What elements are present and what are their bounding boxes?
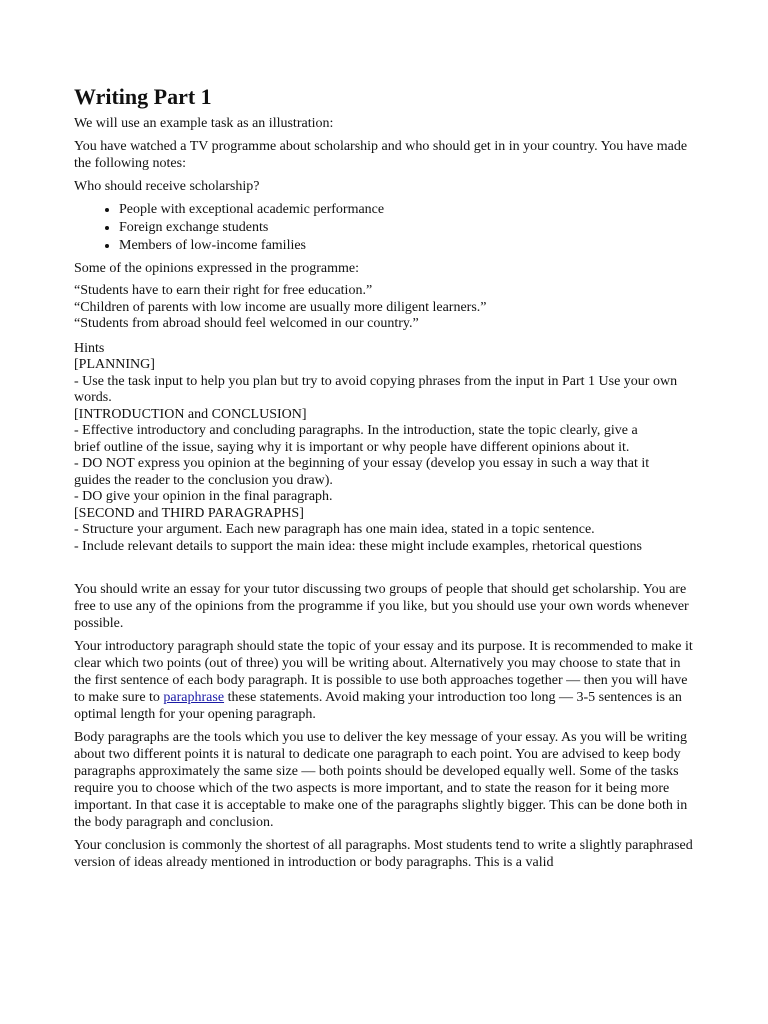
page-title: Writing Part 1 bbox=[74, 84, 212, 109]
hint-line: [PLANNING] bbox=[74, 357, 155, 372]
hint-line: brief outline of the issue, saying why it is important or why people have different opinions about it. bbox=[74, 439, 630, 455]
paraphrase-link[interactable]: paraphrase bbox=[163, 690, 225, 705]
quote-line: “Students have to earn their right for free education.” bbox=[74, 283, 373, 298]
intro-text: We will use an example task as an illustration: bbox=[74, 116, 334, 131]
introduction-paragraph bbox=[74, 638, 698, 723]
list-item: • People with exceptional academic performance bbox=[119, 201, 698, 218]
quote-line: “Students from abroad should feel welcomed in our country.” bbox=[74, 316, 419, 331]
hint-line: - Include relevant details to support the main idea: these might include examples, rhetorical questions bbox=[74, 538, 642, 554]
task-text: You have watched a TV programme about scholarship and who should get in in your country. You have made the following notes: bbox=[74, 139, 688, 171]
hint-line: - Use the task input to help you plan but try to avoid copying phrases from the input in Part 1 Use your own words. bbox=[74, 373, 678, 405]
hints-heading: Hints bbox=[74, 340, 105, 356]
quote-line: “Children of parents with low income are usually more diligent learners.” bbox=[74, 299, 487, 315]
list-item: • Members of low-income families bbox=[119, 237, 698, 254]
document-page bbox=[74, 84, 698, 877]
hint-line: - DO NOT express you opinion at the beginning of your essay (develop you essay in such a way that it bbox=[74, 456, 650, 471]
list-item: • Foreign exchange students bbox=[119, 219, 698, 236]
hint-line: - Structure your argument. Each new paragraph has one main idea, stated in a topic sentence. bbox=[74, 522, 595, 537]
intro-paragraph-text-end: these statements. Avoid making your introduction too long — 3-5 sentences is an optimal length for your opening paragraph. bbox=[74, 690, 682, 722]
hints-section bbox=[74, 341, 698, 556]
question-text: Who should receive scholarship? bbox=[74, 179, 260, 194]
opinions-quotes bbox=[74, 283, 698, 333]
hint-line: [SECOND and THIRD PARAGRAPHS] bbox=[74, 505, 304, 521]
conclusion-text: Your conclusion is commonly the shortest of all paragraphs. Most students tend to write a slightly paraphrased version of ideas already mentioned in introduction or body paragraphs. This is a valid bbox=[74, 838, 693, 870]
hint-line: - DO give your opinion in the final paragraph. bbox=[74, 489, 333, 504]
essay-task-paragraph: You should write an essay for your tutor discussing two groups of people that should get scholarship. You are free to use any of the opinions from the programme if you like, but you should use your own words whenever possible. bbox=[74, 582, 689, 631]
hint-line: [INTRODUCTION and CONCLUSION] bbox=[74, 406, 307, 422]
notes-list bbox=[74, 201, 698, 254]
body-paragraphs-text: Body paragraphs are the tools which you use to deliver the key message of your essay. As you will be writing about two different points it is natural to dedicate one paragraph to each point. You are advised to keep body paragraphs approximately the same size — both points should be developed equally well. Some of the tasks require you to choose which of the two aspects is more important, and to state the reason for it being more important. In that case it is acceptable to make one of the paragraphs slightly bigger. This can be done both in the body paragraph and conclusion. bbox=[74, 730, 688, 830]
hint-line: guides the reader to the conclusion you draw). bbox=[74, 472, 333, 488]
intro-paragraph-text: Your introductory paragraph should state the topic of your essay and its purpose. It is recommended to make it clear which two points (out of three) you will be writing about. Alternatively you may choose to state that in the first sentence of each body paragraph. It is possible to use both approaches together — then you will have to make sure to bbox=[74, 639, 693, 705]
opinions-intro: Some of the opinions expressed in the programme: bbox=[74, 261, 359, 276]
hint-line: - Effective introductory and concluding paragraphs. In the introduction, state the topic clearly, give a bbox=[74, 423, 638, 438]
